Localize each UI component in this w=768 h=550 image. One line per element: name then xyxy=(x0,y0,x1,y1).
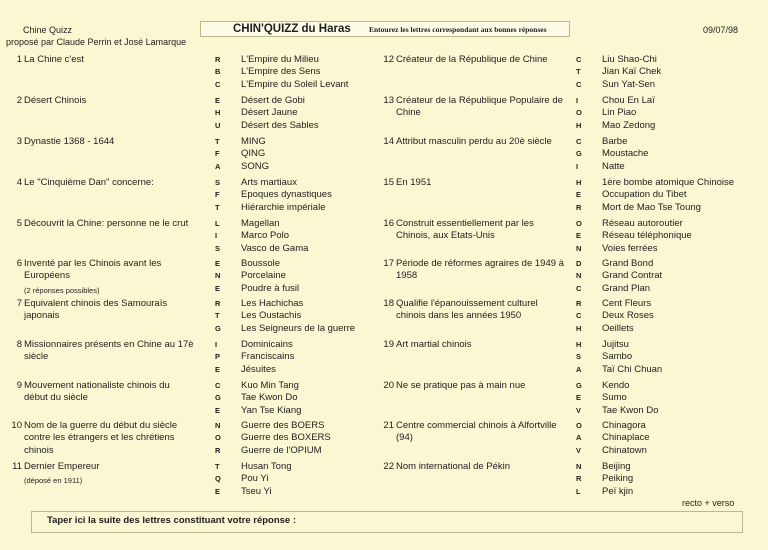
option-text: Kuo Min Tang xyxy=(241,380,299,391)
option-letter[interactable]: N xyxy=(576,271,582,281)
option-letter[interactable]: C xyxy=(576,137,582,146)
option-text: Poudre à fusil xyxy=(241,282,300,294)
question-note: (2 réponses possibles) xyxy=(24,285,100,295)
option-text: Pou Yi xyxy=(241,473,269,485)
option-letter[interactable]: T xyxy=(215,311,220,321)
question-number: 11 xyxy=(12,461,22,472)
question-text-block xyxy=(24,380,194,407)
question-number: 21 xyxy=(383,420,394,431)
option-letter[interactable]: R xyxy=(215,299,221,308)
option-row[interactable] xyxy=(576,380,659,392)
page-title: CHIN'QUIZZ du Haras xyxy=(233,23,351,35)
option-row[interactable] xyxy=(576,310,654,322)
option-text: Chinatown xyxy=(602,444,647,456)
question-text-block xyxy=(396,258,566,285)
option-text: Barbe xyxy=(602,136,628,147)
option-text: Réseau autoroutier xyxy=(602,218,683,229)
question-text-block xyxy=(396,95,566,122)
option-letter[interactable]: G xyxy=(576,149,582,159)
option-text: Magellan xyxy=(241,218,280,229)
question-text: Découvrit la Chine: personne ne le crut xyxy=(24,218,189,229)
option-text: Grand Bond xyxy=(602,258,654,269)
question-number: 7 xyxy=(16,298,22,309)
option-text: Occupation du Tibet xyxy=(602,189,687,201)
question-text: Nom international de Pékin xyxy=(396,461,511,472)
option-letter[interactable]: A xyxy=(576,364,582,374)
option-text: Dominicains xyxy=(241,339,293,350)
question-text: Créateur de la République de Chine xyxy=(396,54,548,65)
option-row[interactable] xyxy=(576,392,659,404)
option-text: Natte xyxy=(602,160,625,172)
option-text: Cent Fleurs xyxy=(602,298,652,309)
option-row[interactable] xyxy=(576,351,662,363)
option-text: Sumo xyxy=(602,392,627,404)
option-text: Désert des Sables xyxy=(241,119,319,131)
option-row[interactable] xyxy=(215,364,294,376)
option-text: Porcelaine xyxy=(241,270,286,282)
option-text: Tae Kwon Do xyxy=(241,392,298,404)
option-letter[interactable]: H xyxy=(215,108,221,118)
option-row[interactable] xyxy=(215,218,308,230)
option-row[interactable] xyxy=(576,136,648,148)
option-letter[interactable]: I xyxy=(215,340,218,349)
question-number: 9 xyxy=(16,380,22,391)
option-text: QING xyxy=(241,148,266,160)
option-row[interactable] xyxy=(215,473,292,485)
option-row[interactable] xyxy=(215,445,331,457)
question-number: 20 xyxy=(383,380,394,391)
question-text-block xyxy=(24,177,194,191)
question-number: 5 xyxy=(16,218,22,229)
option-row[interactable] xyxy=(576,283,662,295)
option-text: Oeillets xyxy=(602,322,634,334)
question-note: (déposé en 1911) xyxy=(24,476,83,486)
options-list xyxy=(576,95,655,132)
recto-verso-note: recto + verso xyxy=(682,498,735,508)
option-text: Vasco de Gama xyxy=(241,242,309,254)
options-list xyxy=(576,136,648,173)
option-row[interactable] xyxy=(215,461,292,473)
options-list xyxy=(576,218,692,255)
option-row[interactable] xyxy=(215,351,294,363)
option-letter[interactable]: I xyxy=(215,231,218,241)
option-row[interactable] xyxy=(215,136,269,148)
question-text: Nom de la guerre du début du siècle contre les étrangers et les chrétiens chinois xyxy=(24,420,178,456)
question-number: 15 xyxy=(383,177,394,188)
option-text: Les Oustachis xyxy=(241,310,302,322)
option-text: Yan Tse Kiang xyxy=(241,404,302,416)
option-letter[interactable]: R xyxy=(215,445,221,455)
option-letter[interactable]: G xyxy=(576,381,582,390)
option-letter[interactable]: H xyxy=(576,178,582,187)
option-row[interactable] xyxy=(576,339,662,351)
option-text: Jujitsu xyxy=(602,339,629,350)
option-text: Boussole xyxy=(241,258,281,269)
option-letter[interactable]: C xyxy=(576,55,582,64)
quiz-label: Chine Quizz xyxy=(23,25,73,35)
option-text: 1ère bombe atomique Chinoise xyxy=(602,177,735,188)
options-list xyxy=(215,339,294,376)
options-list xyxy=(215,298,355,335)
option-row[interactable] xyxy=(215,298,355,310)
option-text: Jésuites xyxy=(241,363,276,375)
option-text: Liu Shao-Chi xyxy=(602,54,657,65)
question-number: 14 xyxy=(383,136,394,147)
option-letter[interactable]: R xyxy=(576,474,582,484)
option-letter[interactable]: O xyxy=(576,219,582,228)
option-letter[interactable]: O xyxy=(576,108,582,118)
question-number: 2 xyxy=(16,95,22,106)
question-text-block xyxy=(24,339,194,366)
option-row[interactable] xyxy=(215,432,331,444)
options-list xyxy=(215,380,301,417)
option-row[interactable] xyxy=(215,310,355,322)
option-letter[interactable]: F xyxy=(215,149,220,159)
option-text: Kendo xyxy=(602,380,630,391)
option-row[interactable] xyxy=(576,461,633,473)
option-text: Chinagora xyxy=(602,420,646,431)
option-letter[interactable]: S xyxy=(576,352,582,362)
option-letter[interactable]: L xyxy=(215,219,220,228)
option-row[interactable] xyxy=(576,230,692,242)
answer-label: Taper ici la suite des lettres constituant votre réponse : xyxy=(47,515,297,526)
question-text-block xyxy=(24,54,194,68)
option-letter[interactable]: A xyxy=(215,161,221,171)
question-text-block xyxy=(24,218,194,232)
options-list xyxy=(215,136,269,173)
option-text: Voies ferrées xyxy=(602,242,658,254)
options-list xyxy=(215,54,348,91)
option-text: Arts martiaux xyxy=(241,177,297,188)
option-text: Franciscains xyxy=(241,351,295,363)
option-row[interactable] xyxy=(215,486,292,498)
options-list xyxy=(576,298,654,335)
option-letter[interactable]: N xyxy=(215,421,221,430)
question-text: Art martial chinois xyxy=(396,339,472,350)
question-text: Créateur de la République Populaire de Chine xyxy=(396,95,563,119)
option-letter[interactable]: T xyxy=(576,67,581,77)
option-row[interactable] xyxy=(215,392,301,404)
option-row[interactable] xyxy=(215,243,308,255)
option-row[interactable] xyxy=(215,189,332,201)
question-text: Dynastie 1368 - 1644 xyxy=(24,136,115,147)
option-letter[interactable]: I xyxy=(576,96,579,105)
option-letter[interactable]: C xyxy=(576,283,582,293)
option-letter[interactable]: S xyxy=(215,178,221,187)
option-row[interactable] xyxy=(215,420,331,432)
option-row[interactable] xyxy=(215,107,319,119)
options-list xyxy=(576,339,662,376)
option-row[interactable] xyxy=(215,148,269,160)
question-number: 4 xyxy=(16,177,22,188)
option-row[interactable] xyxy=(215,405,301,417)
option-letter[interactable]: H xyxy=(576,323,582,333)
option-row[interactable] xyxy=(576,258,662,270)
option-text: Guerre de l'OPIUM xyxy=(241,444,322,456)
option-text: Marco Polo xyxy=(241,230,290,242)
question-number: 16 xyxy=(383,218,394,229)
option-letter[interactable]: E xyxy=(215,283,221,293)
question-text: Le "Cinquième Dan" concerne: xyxy=(24,177,154,188)
option-row[interactable] xyxy=(215,339,294,351)
question-number: 6 xyxy=(16,258,22,269)
option-text: Guerre des BOERS xyxy=(241,420,325,431)
option-text: Guerre des BOXERS xyxy=(241,432,331,444)
question-number: 12 xyxy=(383,54,394,65)
option-letter[interactable]: E xyxy=(215,364,221,374)
option-row[interactable] xyxy=(215,270,299,282)
question-number: 19 xyxy=(383,339,394,350)
option-letter[interactable]: S xyxy=(215,243,221,253)
options-list xyxy=(576,54,661,91)
question-text-block xyxy=(396,339,566,353)
question-text-block xyxy=(396,136,566,150)
option-text: MING xyxy=(241,136,266,147)
authors-line: proposé par Claude Perrin et José Lamarque xyxy=(6,37,187,47)
option-letter[interactable]: N xyxy=(576,462,582,471)
option-text: Chinaplace xyxy=(602,432,650,444)
option-row[interactable] xyxy=(215,120,319,132)
question-text-block xyxy=(396,298,566,325)
question-text: Mouvement nationaliste chinois du début du siècle xyxy=(24,380,170,404)
option-row[interactable] xyxy=(576,218,692,230)
option-letter[interactable]: O xyxy=(215,433,221,443)
option-letter[interactable]: C xyxy=(215,381,221,390)
option-text: Grand Contrat xyxy=(602,270,663,282)
option-letter[interactable]: H xyxy=(576,340,582,349)
option-row[interactable] xyxy=(576,120,655,132)
question-text: Qualifie l'épanouissement culturel chinois dans les années 1950 xyxy=(396,298,538,322)
options-list xyxy=(576,380,659,417)
option-row[interactable] xyxy=(576,323,654,335)
option-row[interactable] xyxy=(215,323,355,335)
option-row[interactable] xyxy=(576,445,650,457)
option-row[interactable] xyxy=(215,258,299,270)
option-text: Epoques dynastiques xyxy=(241,189,332,201)
option-row[interactable] xyxy=(576,473,633,485)
option-text: L'Empire des Sens xyxy=(241,66,321,78)
option-letter[interactable]: B xyxy=(215,67,221,77)
question-number: 10 xyxy=(11,420,22,431)
option-letter[interactable]: T xyxy=(215,137,220,146)
option-row[interactable] xyxy=(576,79,661,91)
option-text: Peiking xyxy=(602,473,634,485)
question-text: Equivalent chinois des Samouraïs japonais xyxy=(24,298,168,322)
option-letter[interactable]: R xyxy=(215,55,221,64)
option-text: Beijing xyxy=(602,461,631,472)
option-row[interactable] xyxy=(576,202,734,214)
option-row[interactable] xyxy=(576,95,655,107)
options-list xyxy=(576,420,650,457)
option-text: Husan Tong xyxy=(241,461,292,472)
instruction-text: Entourez les lettres correspondant aux bonnes réponses xyxy=(369,25,547,34)
question-text: Missionnaires présents en Chine au 17è siècle xyxy=(24,339,194,363)
option-letter[interactable]: Q xyxy=(215,474,221,484)
option-row[interactable] xyxy=(576,420,650,432)
question-text: Inventé par les Chinois avant les Européens xyxy=(24,258,162,282)
question-text-block xyxy=(396,218,566,245)
option-letter[interactable]: E xyxy=(215,486,221,496)
option-text: Moustache xyxy=(602,148,649,160)
option-row[interactable] xyxy=(576,107,655,119)
options-list xyxy=(215,95,319,132)
option-letter[interactable]: A xyxy=(576,433,582,443)
answer-box[interactable] xyxy=(31,511,743,533)
question-text-block xyxy=(24,258,194,297)
option-letter[interactable]: H xyxy=(576,120,582,130)
header-left xyxy=(6,24,187,48)
question-text-block xyxy=(396,54,566,68)
option-row[interactable] xyxy=(576,161,648,173)
question-text: Ne se pratique pas à main nue xyxy=(396,380,526,391)
option-text: Grand Plan xyxy=(602,282,651,294)
option-letter[interactable]: E xyxy=(576,393,582,403)
question-text: Dernier Empereur xyxy=(24,461,100,472)
option-row[interactable] xyxy=(215,161,269,173)
option-letter[interactable]: G xyxy=(215,323,221,333)
options-list xyxy=(576,258,662,295)
option-text: Réseau téléphonique xyxy=(602,230,692,242)
option-letter[interactable]: O xyxy=(576,421,582,430)
option-letter[interactable]: D xyxy=(576,259,582,268)
option-row[interactable] xyxy=(576,189,734,201)
option-letter[interactable]: C xyxy=(215,79,221,89)
options-list xyxy=(215,177,332,214)
question-text-block xyxy=(396,380,566,394)
question-text-block xyxy=(396,177,566,191)
option-letter[interactable]: E xyxy=(215,405,221,415)
option-row[interactable] xyxy=(576,177,734,189)
option-row[interactable] xyxy=(215,66,348,78)
question-text-block xyxy=(396,420,566,447)
option-text: Sambo xyxy=(602,351,633,363)
option-letter[interactable]: P xyxy=(215,352,221,362)
question-number: 13 xyxy=(383,95,394,106)
question-text-block xyxy=(24,298,194,325)
options-list xyxy=(576,461,633,498)
option-row[interactable] xyxy=(576,243,692,255)
option-letter[interactable]: U xyxy=(215,120,221,130)
option-row[interactable] xyxy=(215,95,319,107)
option-row[interactable] xyxy=(215,177,332,189)
option-row[interactable] xyxy=(576,432,650,444)
option-letter[interactable]: V xyxy=(576,445,582,455)
question-text-block xyxy=(24,461,194,488)
option-text: Mao Zedong xyxy=(602,119,656,131)
option-row[interactable] xyxy=(576,54,661,66)
option-row[interactable] xyxy=(215,79,348,91)
option-row[interactable] xyxy=(576,66,661,78)
option-text: Peï kjin xyxy=(602,485,634,497)
question-text: En 1951 xyxy=(396,177,432,188)
options-list xyxy=(576,177,734,214)
question-text: Période de réformes agraires de 1949 à 1958 xyxy=(396,258,564,282)
option-letter[interactable]: R xyxy=(576,202,582,212)
question-text: Centre commercial chinois à Alfortville (94) xyxy=(396,420,557,444)
question-number: 22 xyxy=(383,461,394,472)
option-letter[interactable]: E xyxy=(576,190,582,200)
option-text: L'Empire du Milieu xyxy=(241,54,319,65)
option-text: Taï Chi Chuan xyxy=(602,363,663,375)
options-list xyxy=(215,461,292,498)
option-text: SONG xyxy=(241,160,269,172)
option-row[interactable] xyxy=(576,405,659,417)
option-letter[interactable]: E xyxy=(215,259,221,268)
option-letter[interactable]: C xyxy=(576,79,582,89)
option-letter[interactable]: G xyxy=(215,393,221,403)
option-letter[interactable]: F xyxy=(215,190,220,200)
option-letter[interactable]: E xyxy=(576,231,582,241)
question-number: 18 xyxy=(383,298,394,309)
question-number: 3 xyxy=(16,136,22,147)
option-text: Jian Kaï Chek xyxy=(602,66,662,78)
option-text: L'Empire du Soleil Levant xyxy=(241,78,349,90)
options-list xyxy=(215,420,331,457)
option-row[interactable] xyxy=(576,148,648,160)
option-row[interactable] xyxy=(215,202,332,214)
option-row[interactable] xyxy=(215,283,299,295)
question-text-block xyxy=(24,136,194,150)
options-list xyxy=(215,218,308,255)
option-text: Deux Roses xyxy=(602,310,654,322)
question-text: Attribut masculin perdu au 20è siècle xyxy=(396,136,552,147)
option-text: Mort de Mao Tse Toung xyxy=(602,201,701,213)
option-letter[interactable]: T xyxy=(215,462,220,471)
option-text: Chou En Laï xyxy=(602,95,655,106)
option-text: Désert de Gobi xyxy=(241,95,305,106)
question-text-block xyxy=(24,420,194,459)
question-text: Désert Chinois xyxy=(24,95,87,106)
option-row[interactable] xyxy=(576,298,654,310)
option-letter[interactable]: R xyxy=(576,299,582,308)
option-row[interactable] xyxy=(215,380,301,392)
option-letter[interactable]: C xyxy=(576,311,582,321)
option-row[interactable] xyxy=(576,486,633,498)
option-letter[interactable]: N xyxy=(215,271,221,281)
question-number: 17 xyxy=(383,258,394,269)
date-label: 09/07/98 xyxy=(702,25,738,35)
question-text-block xyxy=(396,461,566,475)
option-row[interactable] xyxy=(576,364,662,376)
option-letter[interactable]: T xyxy=(215,202,220,212)
option-letter[interactable]: E xyxy=(215,96,221,105)
option-row[interactable] xyxy=(215,54,348,66)
question-text: La Chine c'est xyxy=(24,54,84,65)
option-letter[interactable]: V xyxy=(576,405,582,415)
question-number: 1 xyxy=(16,54,22,65)
option-text: Les Hachichas xyxy=(241,298,304,309)
option-letter[interactable]: N xyxy=(576,243,582,253)
option-row[interactable] xyxy=(215,230,308,242)
option-text: Tseu Yi xyxy=(241,485,272,497)
option-text: Lin Piao xyxy=(602,107,637,119)
option-text: Les Seigneurs de la guerre xyxy=(241,322,356,334)
option-text: Tae Kwon Do xyxy=(602,404,659,416)
question-text-block xyxy=(24,95,194,109)
option-row[interactable] xyxy=(576,270,662,282)
option-text: Désert Jaune xyxy=(241,107,298,119)
question-text: Construit essentiellement par les Chinois, aux Etats-Unis xyxy=(396,218,534,242)
options-list xyxy=(215,258,299,295)
option-letter[interactable]: I xyxy=(576,161,579,171)
option-text: Hiérarchie impériale xyxy=(241,201,326,213)
option-text: Sun Yat-Sen xyxy=(602,78,655,90)
question-number: 8 xyxy=(16,339,22,350)
option-letter[interactable]: L xyxy=(576,486,581,496)
title-box xyxy=(200,21,570,37)
